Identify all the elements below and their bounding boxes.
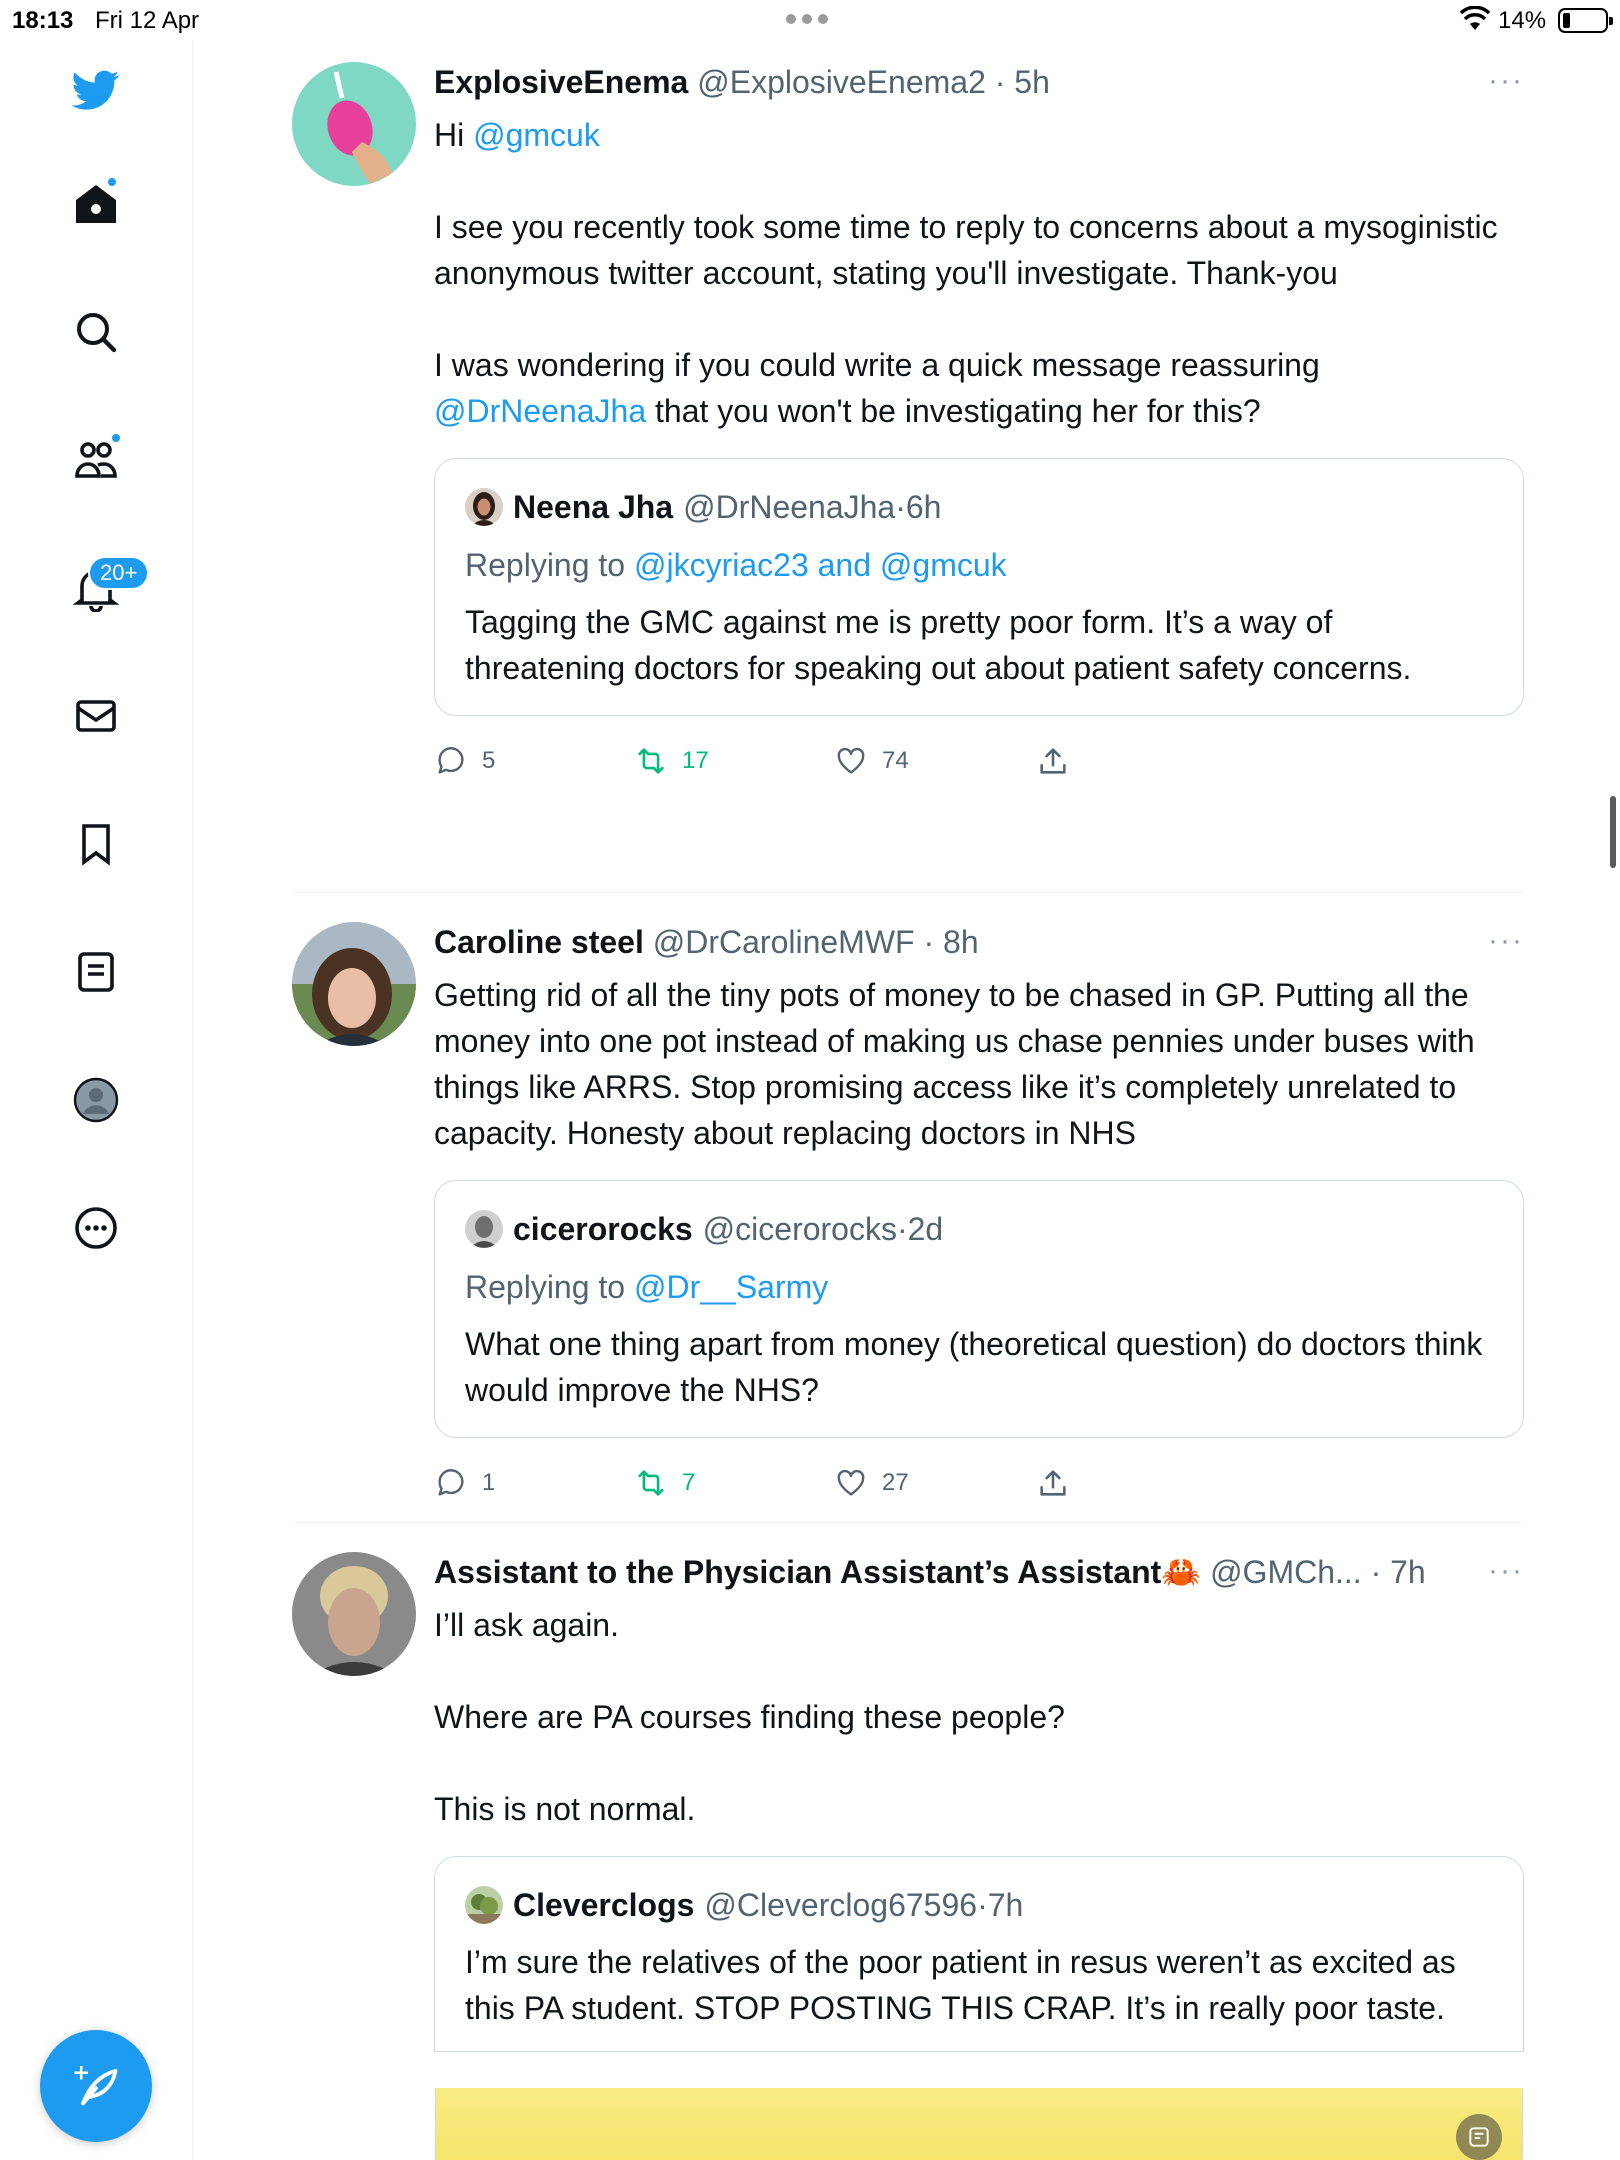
avatar[interactable]	[292, 922, 416, 1046]
header-separator: ·	[994, 64, 1006, 100]
tweet-header	[434, 62, 1524, 102]
quoted-age: 7h	[987, 1887, 1024, 1923]
quoted-text: Tagging the GMC against me is pretty poor form. It’s a way of threatening doctors for speaking out about patient safety concerns.	[465, 604, 1412, 686]
author-name[interactable]: Caroline steel	[434, 924, 644, 960]
wifi-icon	[1460, 6, 1490, 32]
messages-envelope-icon[interactable]	[66, 686, 126, 746]
header-separator: ·	[923, 924, 935, 960]
battery-percentage: 14%	[1498, 7, 1547, 34]
replying-to-mentions[interactable]: @jkcyriac23 and @gmcuk	[633, 547, 1007, 583]
search-icon[interactable]	[66, 302, 126, 362]
retweet-count: 7	[682, 1469, 696, 1496]
twitter-bird-icon[interactable]	[66, 60, 126, 120]
tweet-age[interactable]: 7h	[1390, 1554, 1426, 1590]
quoted-text: I’m sure the relatives of the poor patient in resus weren’t as excited as this PA student. STOP POSTING THIS CRAP. It’s in really poor taste.	[465, 1944, 1456, 2026]
text-fragment: Hi	[434, 117, 474, 153]
quoted-age: 6h	[905, 489, 942, 525]
tweet-text: Getting rid of all the tiny pots of money to be chased in GP. Putting all the money into one pot instead of making us chase pennies under buses with things like ARRS. Stop promising access like it’s completely unrelated to capacity. Honesty about replacing doctors in NHS	[434, 977, 1475, 1151]
mention-link[interactable]: @gmcuk	[473, 117, 600, 153]
text-fragment: that you won't be investigating her for this?	[646, 393, 1261, 429]
text-paragraph: Where are PA courses finding these people?	[434, 1699, 1065, 1735]
communities-unread-dot	[110, 432, 122, 444]
tweet-actions	[434, 744, 1524, 784]
avatar[interactable]	[292, 1552, 416, 1676]
like-button[interactable]	[834, 1466, 909, 1500]
svg-text:+: +	[72, 2060, 91, 2086]
header-separator: ·	[896, 1211, 908, 1247]
reply-count: 5	[482, 747, 496, 774]
quoted-tweet[interactable]	[434, 1180, 1524, 1438]
tweet-actions	[434, 1466, 1524, 1506]
status-date: Fri 12 Apr	[95, 7, 200, 34]
divider	[292, 892, 1522, 893]
quoted-author-handle: @cicerorocks	[702, 1211, 897, 1247]
author-handle[interactable]: @ExplosiveEnema2	[697, 64, 986, 100]
notifications-count-badge: 20+	[88, 556, 149, 590]
quoted-tweet[interactable]	[434, 1856, 1524, 2052]
reply-bubble-icon	[434, 1466, 468, 1500]
status-bar	[0, 0, 1620, 40]
text-paragraph: I see you recently took some time to reply to concerns about a mysoginistic anonymous twitter account, stating you'll investigate. Thank-you	[434, 209, 1498, 291]
compose-tweet-button[interactable]	[40, 2030, 152, 2142]
quoted-avatar	[465, 1210, 503, 1248]
quoted-age: 2d	[907, 1211, 944, 1247]
text-fragment: I was wondering if you could write a quick message reassuring	[434, 347, 1320, 383]
text-paragraph: This is not normal.	[434, 1791, 696, 1827]
sidebar	[0, 40, 193, 2160]
quoted-author-name: Cleverclogs	[513, 1887, 695, 1923]
home-unread-dot	[106, 176, 118, 188]
replying-to	[465, 1267, 1493, 1307]
replying-prefix: Replying to	[465, 1269, 634, 1305]
more-options-icon[interactable]: ···	[1488, 924, 1524, 957]
reply-button[interactable]	[434, 1466, 495, 1500]
mention-link[interactable]: @DrNeenaJha	[434, 393, 647, 429]
header-separator: ·	[1370, 1554, 1382, 1590]
retweet-icon	[634, 1466, 668, 1500]
quoted-tweet[interactable]	[434, 458, 1524, 716]
share-icon	[1036, 1466, 1070, 1500]
reply-count: 1	[482, 1469, 496, 1496]
more-circle-icon[interactable]	[66, 1198, 126, 1258]
replying-prefix: Replying to	[465, 547, 634, 583]
author-handle[interactable]: @GMCh...	[1210, 1554, 1362, 1590]
more-options-icon[interactable]: ···	[1488, 1554, 1524, 1587]
author-handle[interactable]: @DrCarolineMWF	[652, 924, 915, 960]
compose-feather-icon	[70, 2060, 122, 2112]
retweet-count: 17	[682, 747, 709, 774]
replying-to	[465, 545, 1493, 585]
quoted-author-name: Neena Jha	[513, 489, 674, 525]
quoted-media[interactable]	[435, 2088, 1523, 2160]
communities-icon[interactable]	[66, 430, 126, 490]
tweet-text	[434, 1602, 1524, 1832]
header-separator: ·	[977, 1887, 988, 1923]
like-button[interactable]	[834, 744, 909, 778]
scrollbar-thumb[interactable]	[1610, 796, 1616, 868]
quoted-author-name: cicerorocks	[513, 1211, 693, 1247]
share-button[interactable]	[1036, 1466, 1070, 1500]
retweet-icon	[634, 744, 668, 778]
divider	[292, 1522, 1522, 1523]
media-type-icon	[1456, 2114, 1502, 2160]
quoted-avatar	[465, 488, 503, 526]
tweet-text	[434, 112, 1524, 434]
share-button[interactable]	[1036, 744, 1070, 778]
retweet-button[interactable]	[634, 744, 709, 778]
heart-icon	[834, 744, 868, 778]
tweet-age[interactable]: 5h	[1014, 64, 1050, 100]
retweet-button[interactable]	[634, 1466, 695, 1500]
reply-bubble-icon	[434, 744, 468, 778]
heart-icon	[834, 1466, 868, 1500]
tweet-header	[434, 1552, 1524, 1592]
quoted-text: What one thing apart from money (theoretical question) do doctors think would improve the NHS?	[465, 1326, 1483, 1408]
status-time: 18:13	[12, 7, 74, 34]
lists-icon[interactable]	[66, 942, 126, 1002]
more-options-icon[interactable]: ···	[1488, 64, 1524, 97]
battery-icon	[1558, 8, 1608, 33]
profile-avatar-icon[interactable]	[66, 1070, 126, 1130]
quoted-author-handle: @DrNeenaJha	[683, 489, 896, 525]
home-icon[interactable]	[66, 174, 126, 234]
author-name[interactable]: Assistant to the Physician Assistant’s Assistant🦀	[434, 1554, 1202, 1590]
quoted-avatar	[465, 1886, 503, 1924]
share-icon	[1036, 744, 1070, 778]
reply-button[interactable]	[434, 744, 495, 778]
avatar[interactable]	[292, 62, 416, 186]
bookmarks-icon[interactable]	[66, 814, 126, 874]
header-separator: ·	[895, 489, 906, 525]
text-paragraph: I’ll ask again.	[434, 1607, 619, 1643]
replying-to-mentions[interactable]: @Dr__Sarmy	[633, 1269, 829, 1305]
tweet-age[interactable]: 8h	[943, 924, 979, 960]
tweet-header	[434, 922, 1524, 962]
like-count: 27	[882, 1469, 909, 1496]
like-count: 74	[882, 747, 909, 774]
quoted-author-handle: @Cleverclog67596	[704, 1887, 978, 1923]
multitasking-dots-icon[interactable]	[786, 14, 828, 24]
author-name[interactable]: ExplosiveEnema	[434, 64, 689, 100]
